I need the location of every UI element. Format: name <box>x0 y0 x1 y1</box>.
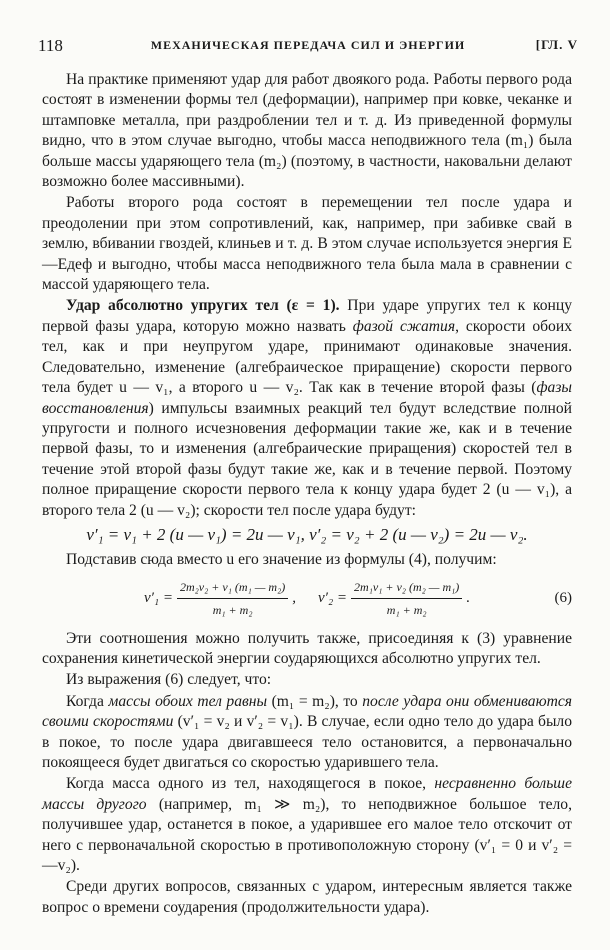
formula-6-den1: m₁ + m₂ <box>212 603 253 618</box>
chapter-label: [ГЛ. V <box>535 37 578 52</box>
page-number: 118 <box>38 36 63 55</box>
running-title: МЕХАНИЧЕСКАЯ ПЕРЕДАЧА СИЛ И ЭНЕРГИИ <box>150 38 466 52</box>
running-header <box>38 36 578 58</box>
formula-6-num1: 2m₂v₂ + v₁ (m₁ — m₂) <box>177 577 288 599</box>
paragraph-substitute: Подставив сюда вместо u его значение из формулы (4), получим: <box>66 551 497 569</box>
formula-6-end: . <box>466 590 471 607</box>
paragraph-equal-masses <box>42 692 572 774</box>
text-run: (v′₁ = v₂ и v′₂ = v₁). В случае, если одно тело до удара было в покое, то после удара двигавшееся тело остановится, а первоначально покоящееся будет двигаться со скоростью ударившего тела. <box>42 713 572 771</box>
paragraph-unequal-masses <box>42 774 572 876</box>
text-run: (например, m₁ ≫ m₂), то неподвижное большое тело, получившее удар, останется в покое, а ударившее его малое тело отскочит от него с первоначальной скоростью в противоположную сторону (v′₁ = 0 и v′₂ = —v₂). <box>42 795 572 875</box>
text-run: ) импульсы взаимных реакций тел будут вследствие полной упругости и полного исчезновения деформации такие же, как и в течение первой фазы, то и изменения (алгебраические приращения) скоростей тел в течение этой второй фазы будут такие же, как и в течение первой. Поэтому полное приращение скорости первого тела к концу удара будет 2 (u — v₁), а второго тела 2 (u — v₂); скорости тел после удара будут: <box>42 399 572 519</box>
text-run: При ударе упругих тел к концу первой фазы удара, которую можно назвать <box>42 297 572 335</box>
paragraph-consequence: Из выражения (6) следует, что: <box>66 671 272 689</box>
text-run: , скорости обоих тел, как и при неупругом ударе, принимают одинаковые значения. Следовательно, изменение (алгебраическое приращение) скорости первого тела будет u — v₁, а второго u — v₂. Так как в течение второй фазы ( <box>42 317 572 397</box>
term-exchange-velocities: после удара они обмениваются своими скоростями <box>42 692 572 731</box>
paragraph-work-second-kind: Работы второго рода состоят в перемещении тел после удара и преодолении при этом сопротивлений, как, например, при забивке свай в землю, вбивании гвоздей, клиньев и т. д. В этом случае используется энергия E—Eдеф и выгодно, чтобы масса неподвижного тела была мала в сравнении с массой ударяющего тела. <box>42 194 572 294</box>
formula-6-lhs1: v′₁ = <box>143 590 173 607</box>
text-run: Когда масса одного из тел, находящегося в покое, <box>66 775 435 793</box>
equation-number: (6) <box>554 590 572 607</box>
section-heading-elastic: Удар абсолютно упругих тел (ε = 1). <box>66 297 340 315</box>
formula-6-den2: m₁ + m₂ <box>386 603 427 618</box>
formula-6-num2: 2m₁v₁ + v₂ (m₂ — m₁) <box>351 577 462 599</box>
page-body <box>42 70 572 918</box>
formula-6-frac1 <box>177 577 288 621</box>
formula-6-lhs2: v′₂ = <box>318 590 348 607</box>
paragraph-collision-time: Среди других вопросов, связанных с ударом, интересным является также вопрос о времени соударения (продолжительности удара). <box>42 878 572 916</box>
paragraph-work-first-kind: На практике применяют удар для работ двоякого рода. Работы первого рода состоят в изменении формы тел (деформации), например при ковке, чеканке и штамповке металла, при раздроблении тел и т. д. Из приведенной формулы видно, что в этом случае выгодно, чтобы масса неподвижного тела (m₁) была больше массы ударяющего тела (m₂) (поэтому, в частности, наковальни делают возможно более массивными). <box>42 71 572 191</box>
paragraph-energy-conservation: Эти соотношения можно получить также, присоединяя к (3) уравнение сохранения кинетической энергии соударяющихся абсолютно упругих тел. <box>42 629 572 667</box>
formula-6-frac2 <box>351 577 462 621</box>
term-much-larger-mass: несравненно больше массы другого <box>42 775 572 813</box>
formula-velocities: v′₁ = v₁ + 2 (u — v₁) = 2u — v₁, v′₂ = v₂ + 2 (u — v₂) = 2u — v₂. <box>86 524 528 544</box>
text-run: (m₁ = m₂), то <box>267 692 363 710</box>
term-restoration-phase: фазы восстановления <box>42 379 572 417</box>
term-compression-phase: фазой сжатия <box>352 317 456 335</box>
formula-6-separator: , <box>292 590 296 607</box>
text-run: Когда <box>66 692 109 710</box>
paragraph-elastic-impact <box>42 296 572 520</box>
term-equal-masses: массы обоих тел равны <box>108 692 268 710</box>
formula-6 <box>42 577 572 621</box>
